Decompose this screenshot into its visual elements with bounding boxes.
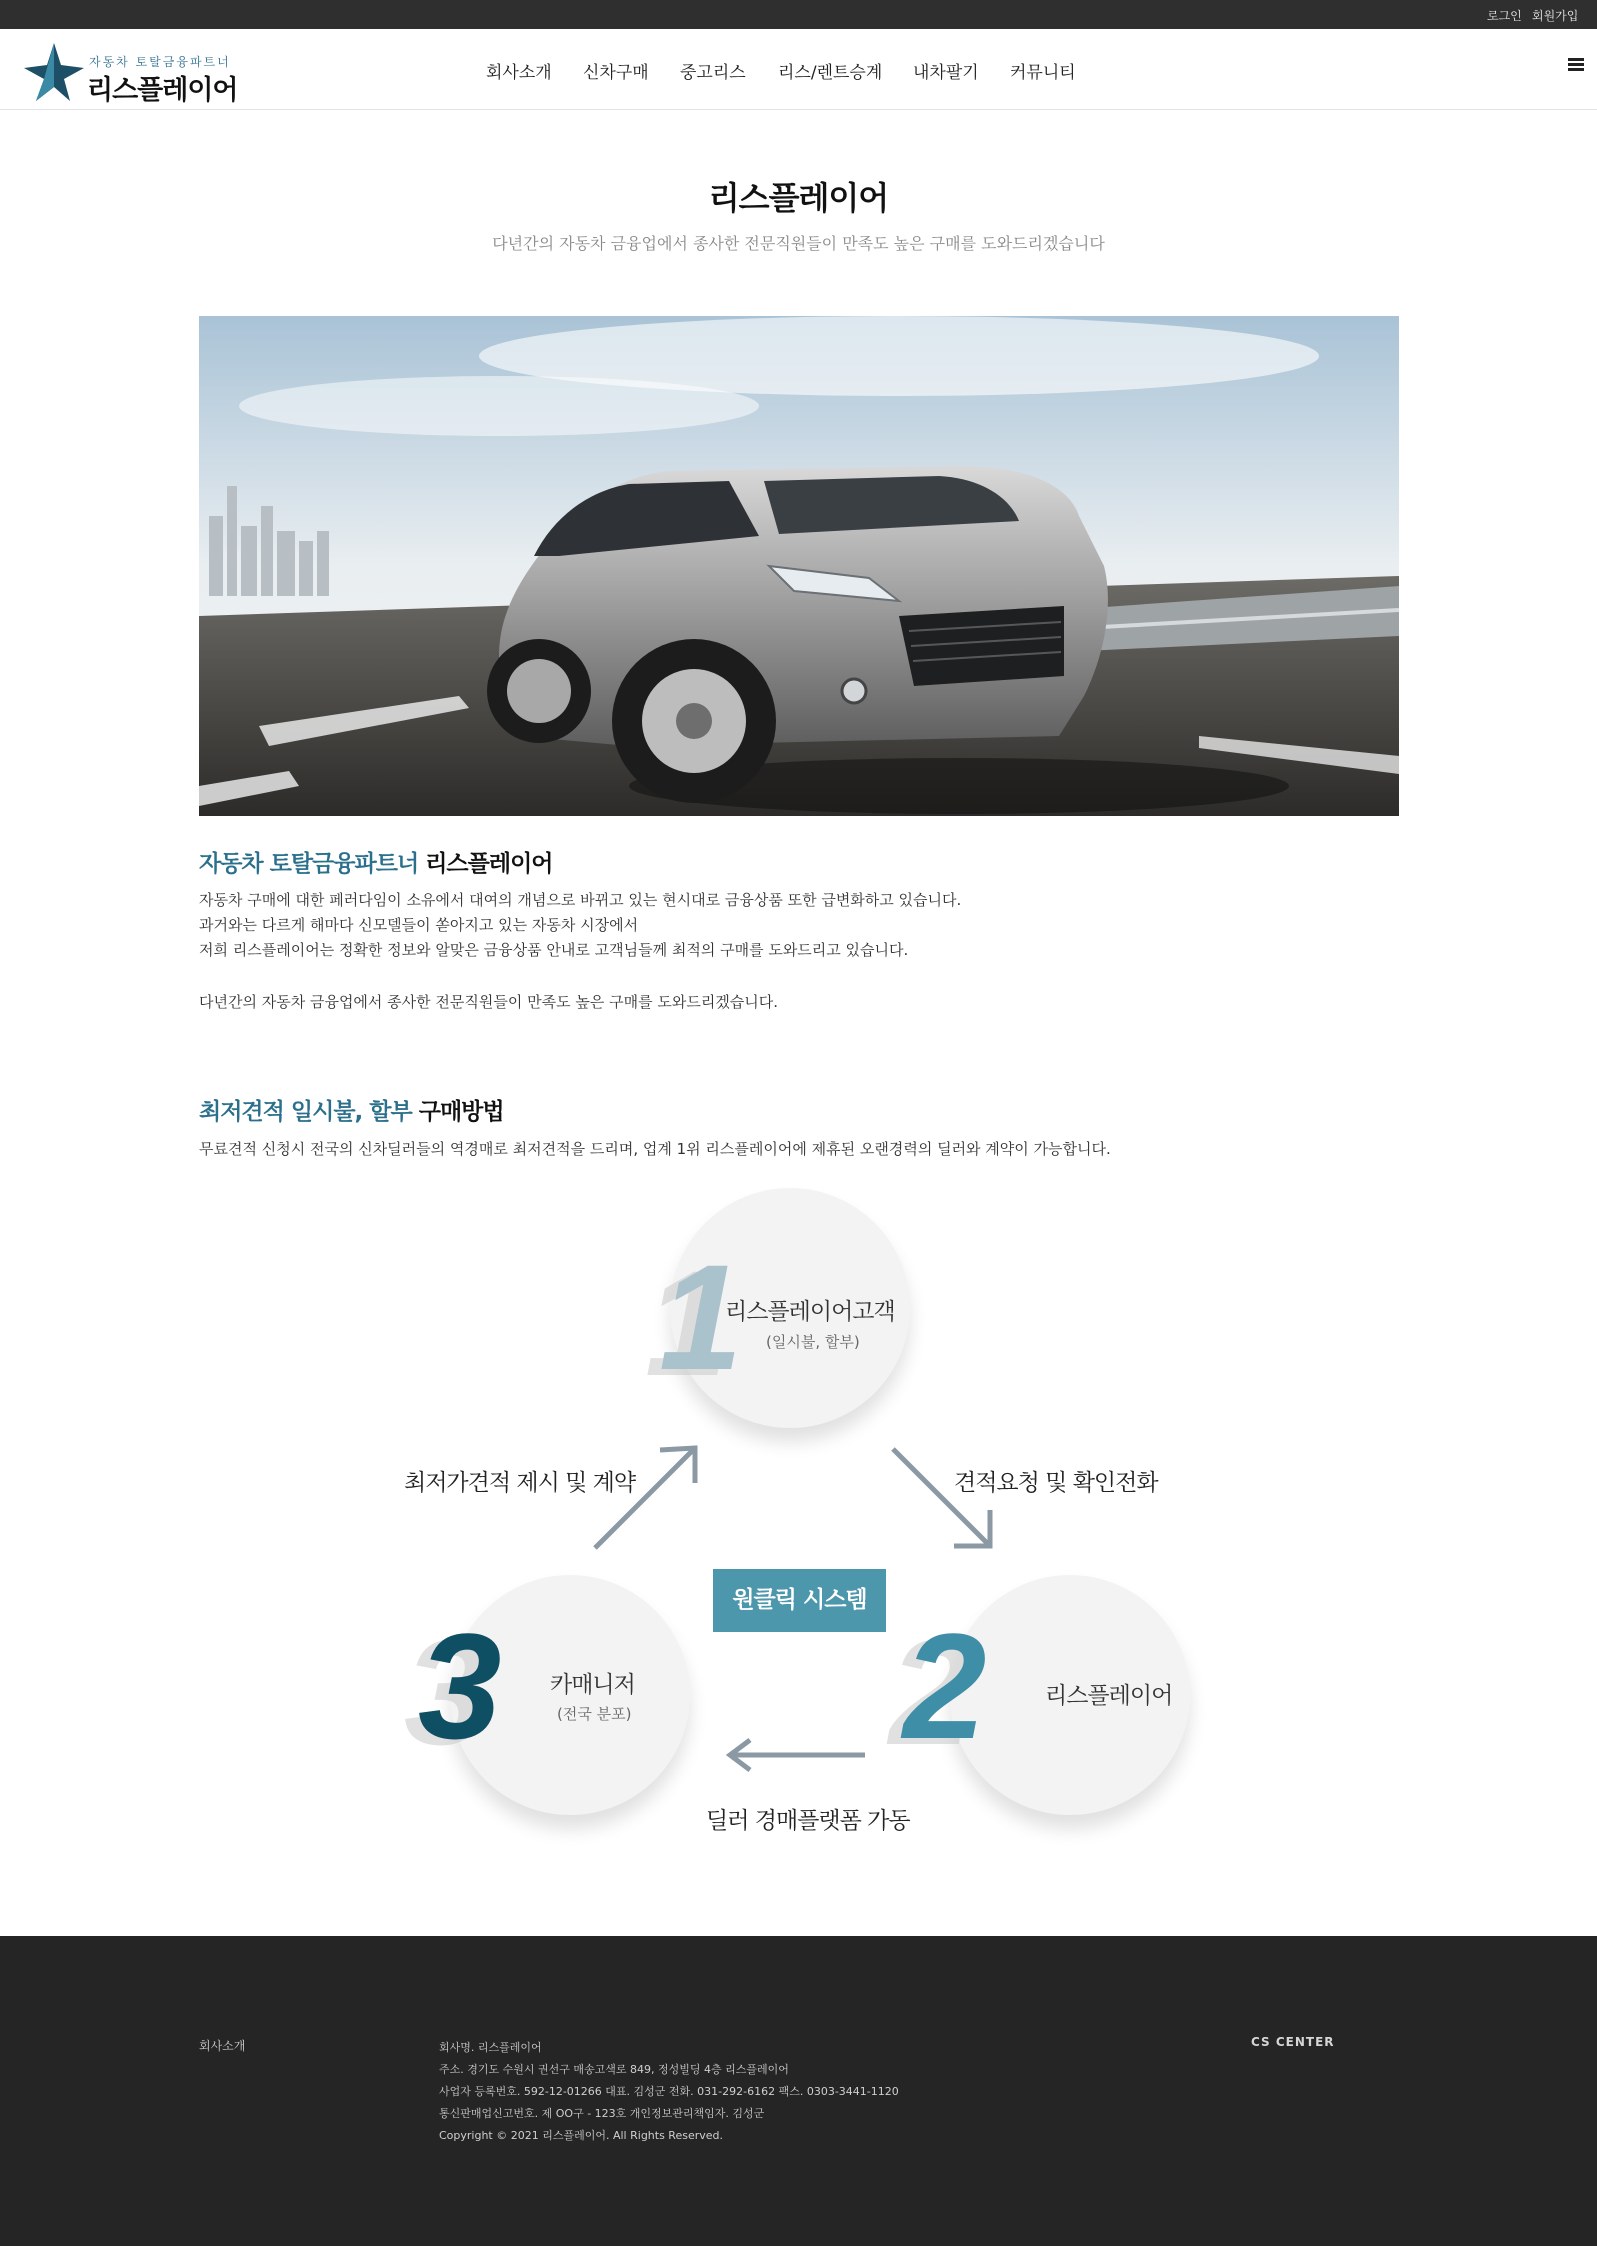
node-3-sub: (전국 분포)	[557, 1705, 632, 1723]
purchase-flow-diagram	[380, 1188, 1220, 1868]
logo[interactable]	[24, 39, 254, 106]
hamburger-icon[interactable]	[1568, 58, 1584, 72]
nav-item-lease-transfer[interactable]: 리스/렌트승계	[778, 63, 883, 83]
login-link[interactable]: 로그인	[1487, 9, 1522, 23]
method-title-dark: 구매방법	[418, 1099, 504, 1125]
flow-label-bottom: 딜러 경매플랫폼 가동	[706, 1808, 910, 1834]
node-1-number: 1	[659, 1233, 743, 1401]
nav-item-sell-car[interactable]: 내차팔기	[913, 63, 979, 83]
footer-copyright: Copyright © 2021 리스플레이어. All Rights Reserved.	[439, 2129, 724, 2142]
intro-title-dark: 리스플레이어	[425, 851, 553, 877]
method-title	[199, 1093, 504, 1126]
join-link[interactable]: 회원가입	[1532, 9, 1579, 23]
logo-tagline: 자동차 토탈금융파트너	[89, 55, 231, 69]
hero-car-image	[199, 316, 1399, 816]
footer-info-line: 회사명. 리스플레이어	[439, 2041, 542, 2054]
node-1-label: 리스플레이어고객	[725, 1299, 895, 1325]
flow-label-left: 최저가견적 제시 및 계약	[404, 1470, 636, 1496]
nav-item-used-lease[interactable]: 중고리스	[680, 63, 746, 83]
intro-line-4: 다년간의 자동차 금융업에서 종사한 전문직원들이 만족도 높은 구매를 도와드리겠습니다.	[199, 993, 779, 1011]
node-2-label: 리스플레이어	[1045, 1683, 1173, 1709]
node-3-number: 3	[418, 1602, 502, 1770]
intro-line-2: 과거와는 다르게 해마다 신모델들이 쏟아지고 있는 자동차 시장에서	[199, 916, 639, 934]
star-logo-icon	[24, 41, 86, 101]
flow-label-right: 견적요청 및 확인전화	[954, 1470, 1158, 1496]
footer-company-info	[439, 2037, 899, 2147]
node-3-label: 카매니저	[550, 1672, 635, 1698]
page-subtitle: 다년간의 자동차 금융업에서 종사한 전문직원들이 만족도 높은 구매를 도와드리겠습니다	[492, 234, 1105, 253]
intro-title-highlight: 자동차 토탈금융파트너	[199, 851, 419, 877]
method-title-highlight: 최저견적 일시불, 할부	[199, 1099, 412, 1125]
nav-item-community[interactable]: 커뮤니티	[1010, 63, 1076, 83]
method-description: 무료견적 신청시 전국의 신차딜러들의 역경매로 최저견적을 드리며, 업계 1위 리스플레이어에 제휴된 오랜경력의 딜러와 계약이 가능합니다.	[199, 1140, 1111, 1158]
site-footer	[0, 1936, 1597, 2246]
footer-info-line: 통신판매업신고번호. 제 OO구 - 123호 개인정보관리책임자. 김성군	[439, 2107, 765, 2120]
site-header	[0, 29, 1597, 110]
top-utility-bar	[0, 0, 1597, 29]
intro-title	[199, 845, 553, 878]
footer-about-link[interactable]: 회사소개	[199, 2039, 246, 2053]
intro-line-1: 자동차 구매에 대한 페러다임이 소유에서 대여의 개념으로 바뀌고 있는 현시대로 금융상품 또한 급변화하고 있습니다.	[199, 891, 962, 909]
page-title: 리스플레이어	[708, 179, 889, 217]
nav-item-company[interactable]: 회사소개	[486, 63, 552, 83]
flow-arrow-line	[595, 1448, 695, 1548]
cs-center-label: CS CENTER	[1251, 2035, 1335, 2049]
node-2-number: 2	[903, 1602, 987, 1770]
logo-name: 리스플레이어	[87, 75, 238, 106]
footer-info-line: 사업자 등록번호. 592-12-01266 대표. 김성군 전화. 031-292-6162 팩스. 0303-3441-1120	[439, 2085, 899, 2098]
node-1-sub: (일시불, 할부)	[766, 1333, 860, 1351]
footer-info-line: 주소. 경기도 수원시 권선구 매송고색로 849, 정성빌딩 4층 리스플레이어	[439, 2063, 789, 2076]
one-click-system-badge: 원클릭 시스템	[713, 1569, 886, 1632]
nav-item-new-car[interactable]: 신차구매	[583, 63, 649, 83]
intro-line-3: 저희 리스플레이어는 정확한 정보와 알맞은 금융상품 안내로 고객님들께 최적의 구매를 도와드리고 있습니다.	[199, 941, 909, 959]
